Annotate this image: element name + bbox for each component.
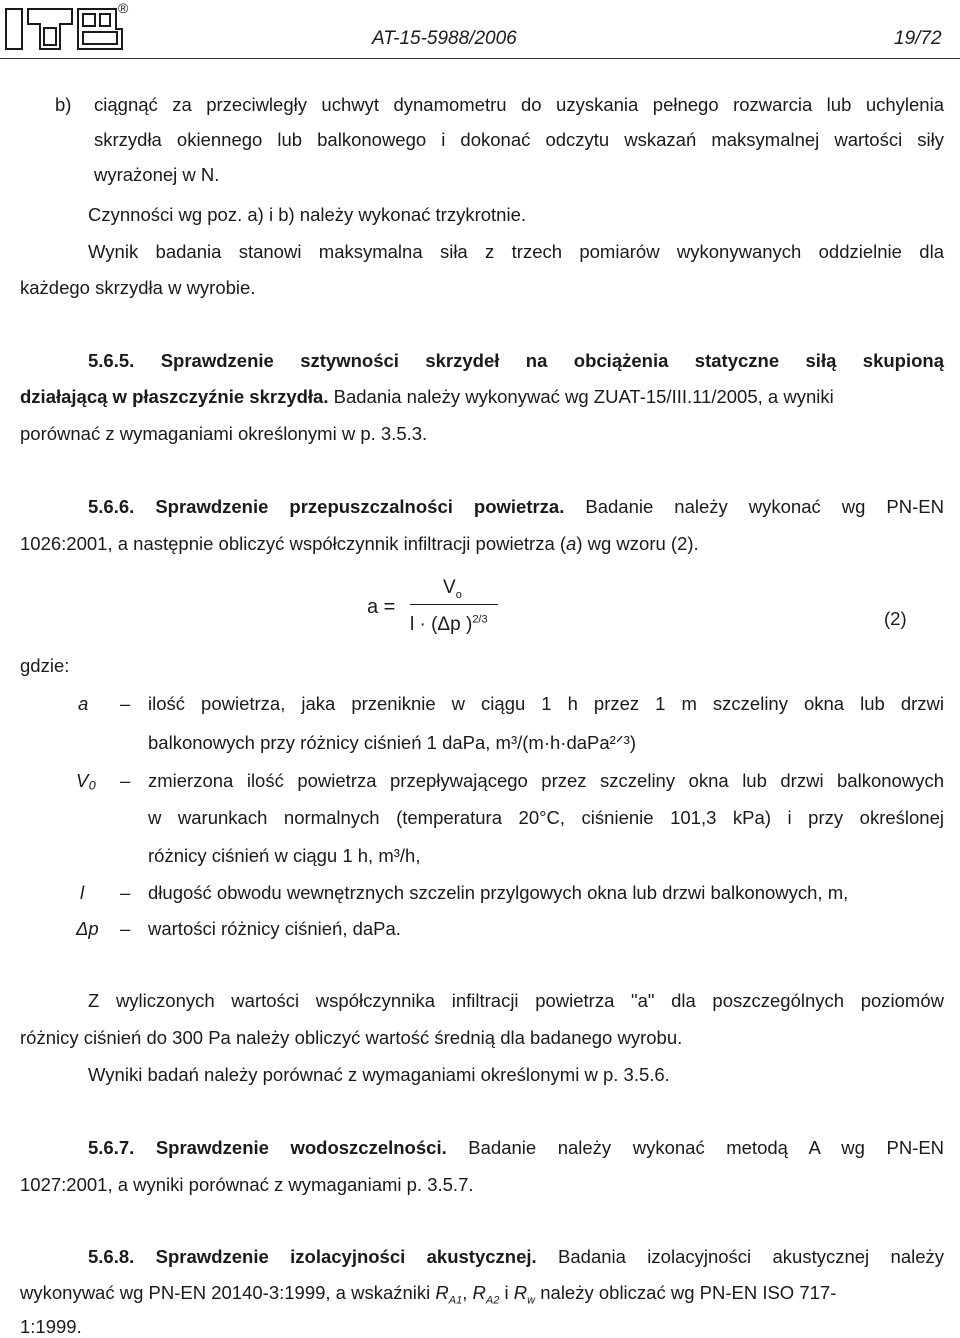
- sec-568-sep2: i: [499, 1282, 514, 1303]
- legend-dash-l: –: [120, 882, 131, 903]
- para-b-line2: skrzydła okiennego lub balkonowego i dokonać odczytu wskazań maksymalnej wartości siły: [94, 129, 944, 150]
- index-ra1: R: [435, 1282, 449, 1303]
- para-mean-line1: Z wyliczonych wartości współczynnika infiltracji powietrza "a" dla poszczególnych poziomów: [88, 990, 944, 1011]
- index-rw: R: [513, 1282, 528, 1303]
- index-ra2: R: [472, 1282, 486, 1303]
- formula-fraction-line: [410, 604, 498, 605]
- sec-566-number: 5.6.6.: [88, 496, 135, 517]
- sec-568-sep1: ,: [462, 1282, 473, 1303]
- legend-dash-a: –: [120, 693, 131, 714]
- sec-565-text: Badania należy wykonywać wg ZUAT-15/III.11/2005, a wyniki: [333, 386, 834, 407]
- sec-566-line2-b: ) wg wzoru (2).: [576, 533, 699, 554]
- index-ra2-sub: A2: [485, 1294, 500, 1307]
- header-rule: [0, 58, 960, 59]
- gdzie-label: gdzie:: [20, 655, 70, 676]
- sec-565-title: Sprawdzenie sztywności skrzydeł na obciążenia statyczne siłą skupioną: [160, 350, 944, 371]
- sec-568-number: 5.6.8.: [88, 1246, 135, 1267]
- para-compare: Wyniki badań należy porównać z wymaganiami określonymi w p. 3.5.6.: [88, 1064, 670, 1085]
- sec-568-text: Badania izolacyjności akustycznej należy: [558, 1246, 945, 1267]
- para-repeat: Czynności wg poz. a) i b) należy wykonać trzykrotnie.: [88, 204, 527, 225]
- index-rw-sub: w: [527, 1294, 536, 1307]
- legend-dp-line1: wartości różnicy ciśnień, daPa.: [148, 918, 401, 939]
- sec-566-line2: [20, 533, 699, 555]
- para-mean-line2: różnicy ciśnień do 300 Pa należy obliczyć wartość średnią dla badanego wyrobu.: [20, 1027, 683, 1048]
- itb-logo-icon: [4, 6, 130, 52]
- legend-v0-line2: w warunkach normalnych (temperatura 20°C, ciśnienie 101,3 kPa) i przy określonej: [148, 807, 944, 828]
- formula-number: (2): [884, 608, 907, 629]
- para-b-line1: ciągnąć za przeciwległy uchwyt dynamometru do uzyskania pełnego rozwarcia lub uchylenia: [94, 94, 944, 115]
- sec-568-line2-b: należy obliczać wg PN-EN ISO 717-: [535, 1282, 837, 1303]
- formula-denom-text: l · (Δp ): [410, 614, 473, 635]
- legend-sym-l: l: [80, 882, 85, 903]
- sec-568-line2-a: wykonywać wg PN-EN 20140-3:1999, a wskaźniki: [20, 1282, 436, 1303]
- sec-567-title: Sprawdzenie wodoszczelności.: [155, 1137, 447, 1158]
- sec-566-line1: [88, 496, 944, 518]
- legend-a-line1: ilość powietrza, jaka przeniknie w ciągu 1 h przez 1 m szczeliny okna lub drzwi: [148, 693, 944, 714]
- legend-l-line1: długość obwodu wewnętrznych szczelin przylgowych okna lub drzwi balkonowych, m,: [148, 882, 849, 903]
- sec-568-title: Sprawdzenie izolacyjności akustycznej.: [155, 1246, 537, 1267]
- legend-v0-line1: zmierzona ilość powietrza przepływającego przez szczeliny okna lub drzwi balkonowych: [148, 770, 944, 791]
- legend-sym-a: a: [78, 693, 89, 714]
- sec-566-line2-a: 1026:2001, a następnie obliczyć współczynnik infiltracji powietrza (: [20, 533, 567, 554]
- sec-567-line1: [88, 1137, 944, 1159]
- sec-565-number: 5.6.5.: [88, 350, 135, 371]
- sec-567-text: Badanie należy wykonać metodą A wg PN-EN: [468, 1137, 945, 1158]
- legend-dash-v0: –: [120, 770, 131, 791]
- sec-567-number: 5.6.7.: [88, 1137, 135, 1158]
- formula-numerator: [443, 577, 462, 599]
- sec-568-line2: [20, 1282, 837, 1307]
- para-b-label: b): [55, 94, 72, 115]
- sec-565-line3: porównać z wymaganiami określonymi w p. 3.5.3.: [20, 423, 428, 444]
- legend-sym-dp: Δp: [76, 918, 99, 939]
- sec-566-var-a: a: [566, 533, 577, 554]
- formula-exponent: 2/3: [472, 613, 488, 626]
- para-result-line1: Wynik badania stanowi maksymalna siła z trzech pomiarów wykonywanych oddzielnie dla: [88, 241, 944, 262]
- page-number: 19/72: [894, 28, 942, 49]
- sec-566-text: Badanie należy wykonać wg PN-EN: [585, 496, 944, 517]
- legend-sym-v0: V₀: [76, 770, 97, 791]
- legend-v0-line3: różnicy ciśnień w ciągu 1 h, m³/h,: [148, 845, 421, 866]
- formula-lhs: a =: [367, 596, 396, 618]
- sec-566-title: Sprawdzenie przepuszczalności powietrza.: [155, 496, 565, 517]
- document-number: AT-15-5988/2006: [372, 28, 517, 49]
- sec-568-line1: [88, 1246, 944, 1268]
- sec-565-line2: [20, 386, 834, 408]
- para-b-line3: wyrażonej w N.: [94, 164, 220, 185]
- sec-567-line2: 1027:2001, a wyniki porównać z wymaganiami p. 3.5.7.: [20, 1174, 474, 1195]
- registered-mark: ®: [118, 0, 129, 16]
- itb-logo: [4, 6, 130, 52]
- legend-dash-dp: –: [120, 918, 131, 939]
- sec-568-line3: 1:1999.: [20, 1316, 82, 1337]
- sec-565-line1: [88, 350, 944, 372]
- formula-v: V: [443, 577, 456, 598]
- para-result-line2: każdego skrzydła w wyrobie.: [20, 277, 256, 298]
- legend-a-line2: balkonowych przy różnicy ciśnień 1 daPa, m³/(m·h·daPa²ᐟ³): [148, 732, 636, 753]
- formula-v-sub: o: [455, 588, 462, 601]
- sec-565-title-cont: działającą w płaszczyźnie skrzydła.: [20, 386, 329, 407]
- index-ra1-sub: A1: [448, 1294, 463, 1307]
- formula-denominator: [410, 614, 488, 636]
